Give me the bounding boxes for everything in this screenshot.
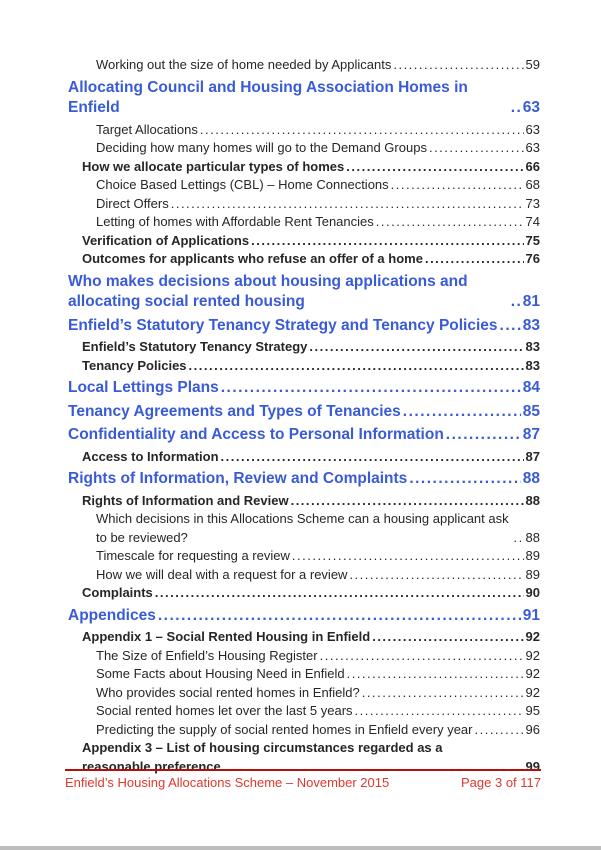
toc-entry-page: 81 (522, 293, 540, 310)
toc-entry-title: Verification of Applications (82, 232, 250, 248)
toc-entry-title: Rights of Information and Review (82, 492, 289, 508)
toc-entry-title: Who makes decisions about housing applications and allocating social rented housing (68, 272, 468, 310)
dot-leader (474, 721, 523, 740)
page-footer (65, 769, 541, 791)
toc-entry[interactable] (68, 492, 540, 511)
dot-leader (429, 139, 524, 158)
toc-entry-page: 92 (525, 629, 540, 644)
toc-entry-title: Letting of homes with Affordable Rent Tenancies (96, 214, 374, 229)
toc-entry-title: Local Lettings Plans (68, 379, 219, 396)
dot-leader (355, 702, 524, 721)
toc-entry-title: Access to Information (82, 448, 219, 464)
toc-entry[interactable] (68, 606, 540, 627)
dot-leader (403, 402, 521, 423)
dot-leader (500, 316, 521, 337)
footer-document-title: Enfield’s Housing Allocations Scheme – November 2015 (65, 775, 390, 790)
toc-entry[interactable] (68, 316, 540, 337)
toc-entry[interactable] (68, 139, 540, 158)
dot-leader (393, 56, 523, 75)
toc-entry-title: Target Allocations (96, 121, 198, 137)
dot-leader (425, 250, 524, 269)
toc-entry[interactable] (68, 213, 540, 232)
dot-leader (221, 448, 524, 467)
toc-entry[interactable] (68, 56, 540, 75)
toc-entry-title: How we will deal with a request for a review (96, 566, 348, 582)
toc-entry-page: 89 (525, 566, 540, 582)
dot-leader (291, 492, 524, 511)
toc-entry-title: How we allocate particular types of homes (82, 158, 345, 174)
dot-leader (349, 566, 523, 585)
table-of-contents (68, 56, 540, 776)
dot-leader (511, 98, 521, 119)
dot-leader (171, 195, 524, 214)
dot-leader (391, 176, 524, 195)
toc-entry-title: Allocating Council and Housing Association Homes in Enfield (68, 78, 468, 116)
toc-entry-page: 87 (522, 426, 540, 443)
toc-entry-title: Some Facts about Housing Need in Enfield (96, 666, 345, 681)
toc-entry-title: Choice Based Lettings (CBL) – Home Connections (96, 177, 389, 192)
dot-leader (514, 529, 524, 548)
toc-entry-page: 83 (525, 339, 540, 354)
toc-entry-page: 88 (525, 492, 540, 508)
toc-entry[interactable] (68, 448, 540, 467)
toc-entry-title: Confidentiality and Access to Personal Information (68, 426, 444, 443)
toc-entry-page: 99 (525, 758, 540, 774)
toc-entry-page: 73 (525, 195, 540, 211)
window-bottom-edge (0, 846, 601, 850)
toc-entry-title: Working out the size of home needed by Applicants (96, 57, 392, 72)
toc-entry[interactable] (68, 176, 540, 195)
dot-leader (309, 338, 523, 357)
toc-entry[interactable] (68, 647, 540, 666)
toc-entry-page: 89 (525, 548, 540, 563)
toc-entry[interactable] (68, 402, 540, 423)
toc-entry-title: Enfield’s Statutory Tenancy Strategy (82, 339, 308, 354)
toc-entry-title: Rights of Information, Review and Complaints (68, 470, 408, 487)
toc-entry-page: 95 (525, 703, 540, 718)
toc-entry[interactable] (68, 195, 540, 214)
dot-leader (362, 684, 524, 703)
toc-entry-page: 84 (522, 379, 540, 396)
toc-entry-title: Which decisions in this Allocations Scheme can a housing applicant ask to be reviewed? (96, 511, 509, 545)
toc-entry-title: Direct Offers (96, 195, 169, 211)
toc-entry[interactable] (68, 628, 540, 647)
toc-entry-page: 87 (525, 448, 540, 464)
toc-entry[interactable] (68, 357, 540, 376)
toc-entry-page: 88 (525, 529, 540, 545)
toc-entry-page: 63 (525, 121, 540, 137)
dot-leader (320, 647, 524, 666)
toc-entry-page: 63 (525, 140, 540, 155)
toc-entry-page: 74 (525, 214, 540, 229)
toc-entry-page: 59 (525, 57, 540, 72)
toc-entry[interactable] (68, 78, 540, 119)
toc-entry-page: 92 (525, 666, 540, 681)
toc-entry-page: 92 (525, 684, 540, 700)
toc-entry-title: Tenancy Policies (82, 357, 187, 373)
toc-entry-page: 68 (525, 177, 540, 192)
dot-leader (446, 425, 521, 446)
toc-entry-page: 66 (525, 158, 540, 174)
toc-entry[interactable] (68, 378, 540, 399)
dot-leader (292, 547, 524, 566)
toc-entry[interactable] (68, 232, 540, 251)
toc-entry-page: 88 (522, 470, 540, 487)
toc-entry[interactable] (68, 250, 540, 269)
toc-entry-page: 75 (525, 232, 540, 248)
toc-entry[interactable] (68, 338, 540, 357)
toc-entry-title: Tenancy Agreements and Types of Tenancies (68, 402, 401, 420)
toc-entry-title: Deciding how many homes will go to the Demand Groups (96, 140, 427, 155)
footer-page-indicator: Page 3 of 117 (461, 775, 541, 790)
toc-entry-page: 63 (522, 99, 540, 116)
toc-entry-title: Appendices (68, 606, 156, 624)
toc-entry-title: Timescale for requesting a review (96, 548, 290, 563)
toc-entry-page: 91 (522, 606, 540, 624)
toc-entry-page: 96 (525, 721, 540, 737)
toc-entry-page: 76 (525, 251, 540, 266)
dot-leader (251, 232, 523, 251)
toc-entry[interactable] (68, 721, 540, 740)
toc-entry[interactable] (68, 425, 540, 446)
toc-entry-title: Enfield’s Statutory Tenancy Strategy and Tenancy Policies (68, 316, 498, 334)
toc-entry-title: Who provides social rented homes in Enfield? (96, 684, 360, 700)
toc-entry-page: 83 (522, 316, 540, 334)
toc-entry-page: 85 (522, 402, 540, 420)
toc-entry[interactable] (68, 469, 540, 490)
toc-entry[interactable] (68, 665, 540, 684)
toc-entry-title: Complaints (82, 585, 153, 600)
toc-entry-title: Outcomes for applicants who refuse an offer of a home (82, 251, 423, 266)
dot-leader (511, 292, 521, 313)
toc-entry[interactable] (68, 121, 540, 140)
toc-entry-page: 90 (525, 585, 540, 600)
toc-entry-title: Predicting the supply of social rented homes in Enfield every year (96, 721, 473, 737)
toc-entry[interactable] (68, 547, 540, 566)
toc-entry-title: The Size of Enfield’s Housing Register (96, 647, 318, 663)
dot-leader (347, 665, 524, 684)
dot-leader (372, 628, 523, 647)
dot-leader (189, 357, 524, 376)
toc-entry[interactable] (68, 566, 540, 585)
dot-leader (346, 158, 523, 177)
dot-leader (409, 469, 520, 490)
toc-entry-page: 92 (525, 647, 540, 663)
toc-entry[interactable] (68, 684, 540, 703)
toc-entry-title: Social rented homes let over the last 5 years (96, 703, 353, 718)
toc-entry[interactable] (68, 584, 540, 603)
dot-leader (221, 378, 521, 399)
toc-entry[interactable] (68, 158, 540, 177)
toc-entry-page: 83 (525, 357, 540, 373)
toc-entry[interactable] (68, 510, 540, 547)
toc-entry[interactable] (68, 272, 540, 313)
toc-entry-title: Appendix 1 – Social Rented Housing in Enfield (82, 629, 371, 644)
dot-leader (200, 121, 524, 140)
dot-leader (376, 213, 524, 232)
dot-leader (155, 584, 524, 603)
toc-entry[interactable] (68, 702, 540, 721)
toc-entry-title: Appendix 3 – List of housing circumstances regarded as a reasonable preference (82, 740, 443, 774)
dot-leader (158, 606, 521, 627)
